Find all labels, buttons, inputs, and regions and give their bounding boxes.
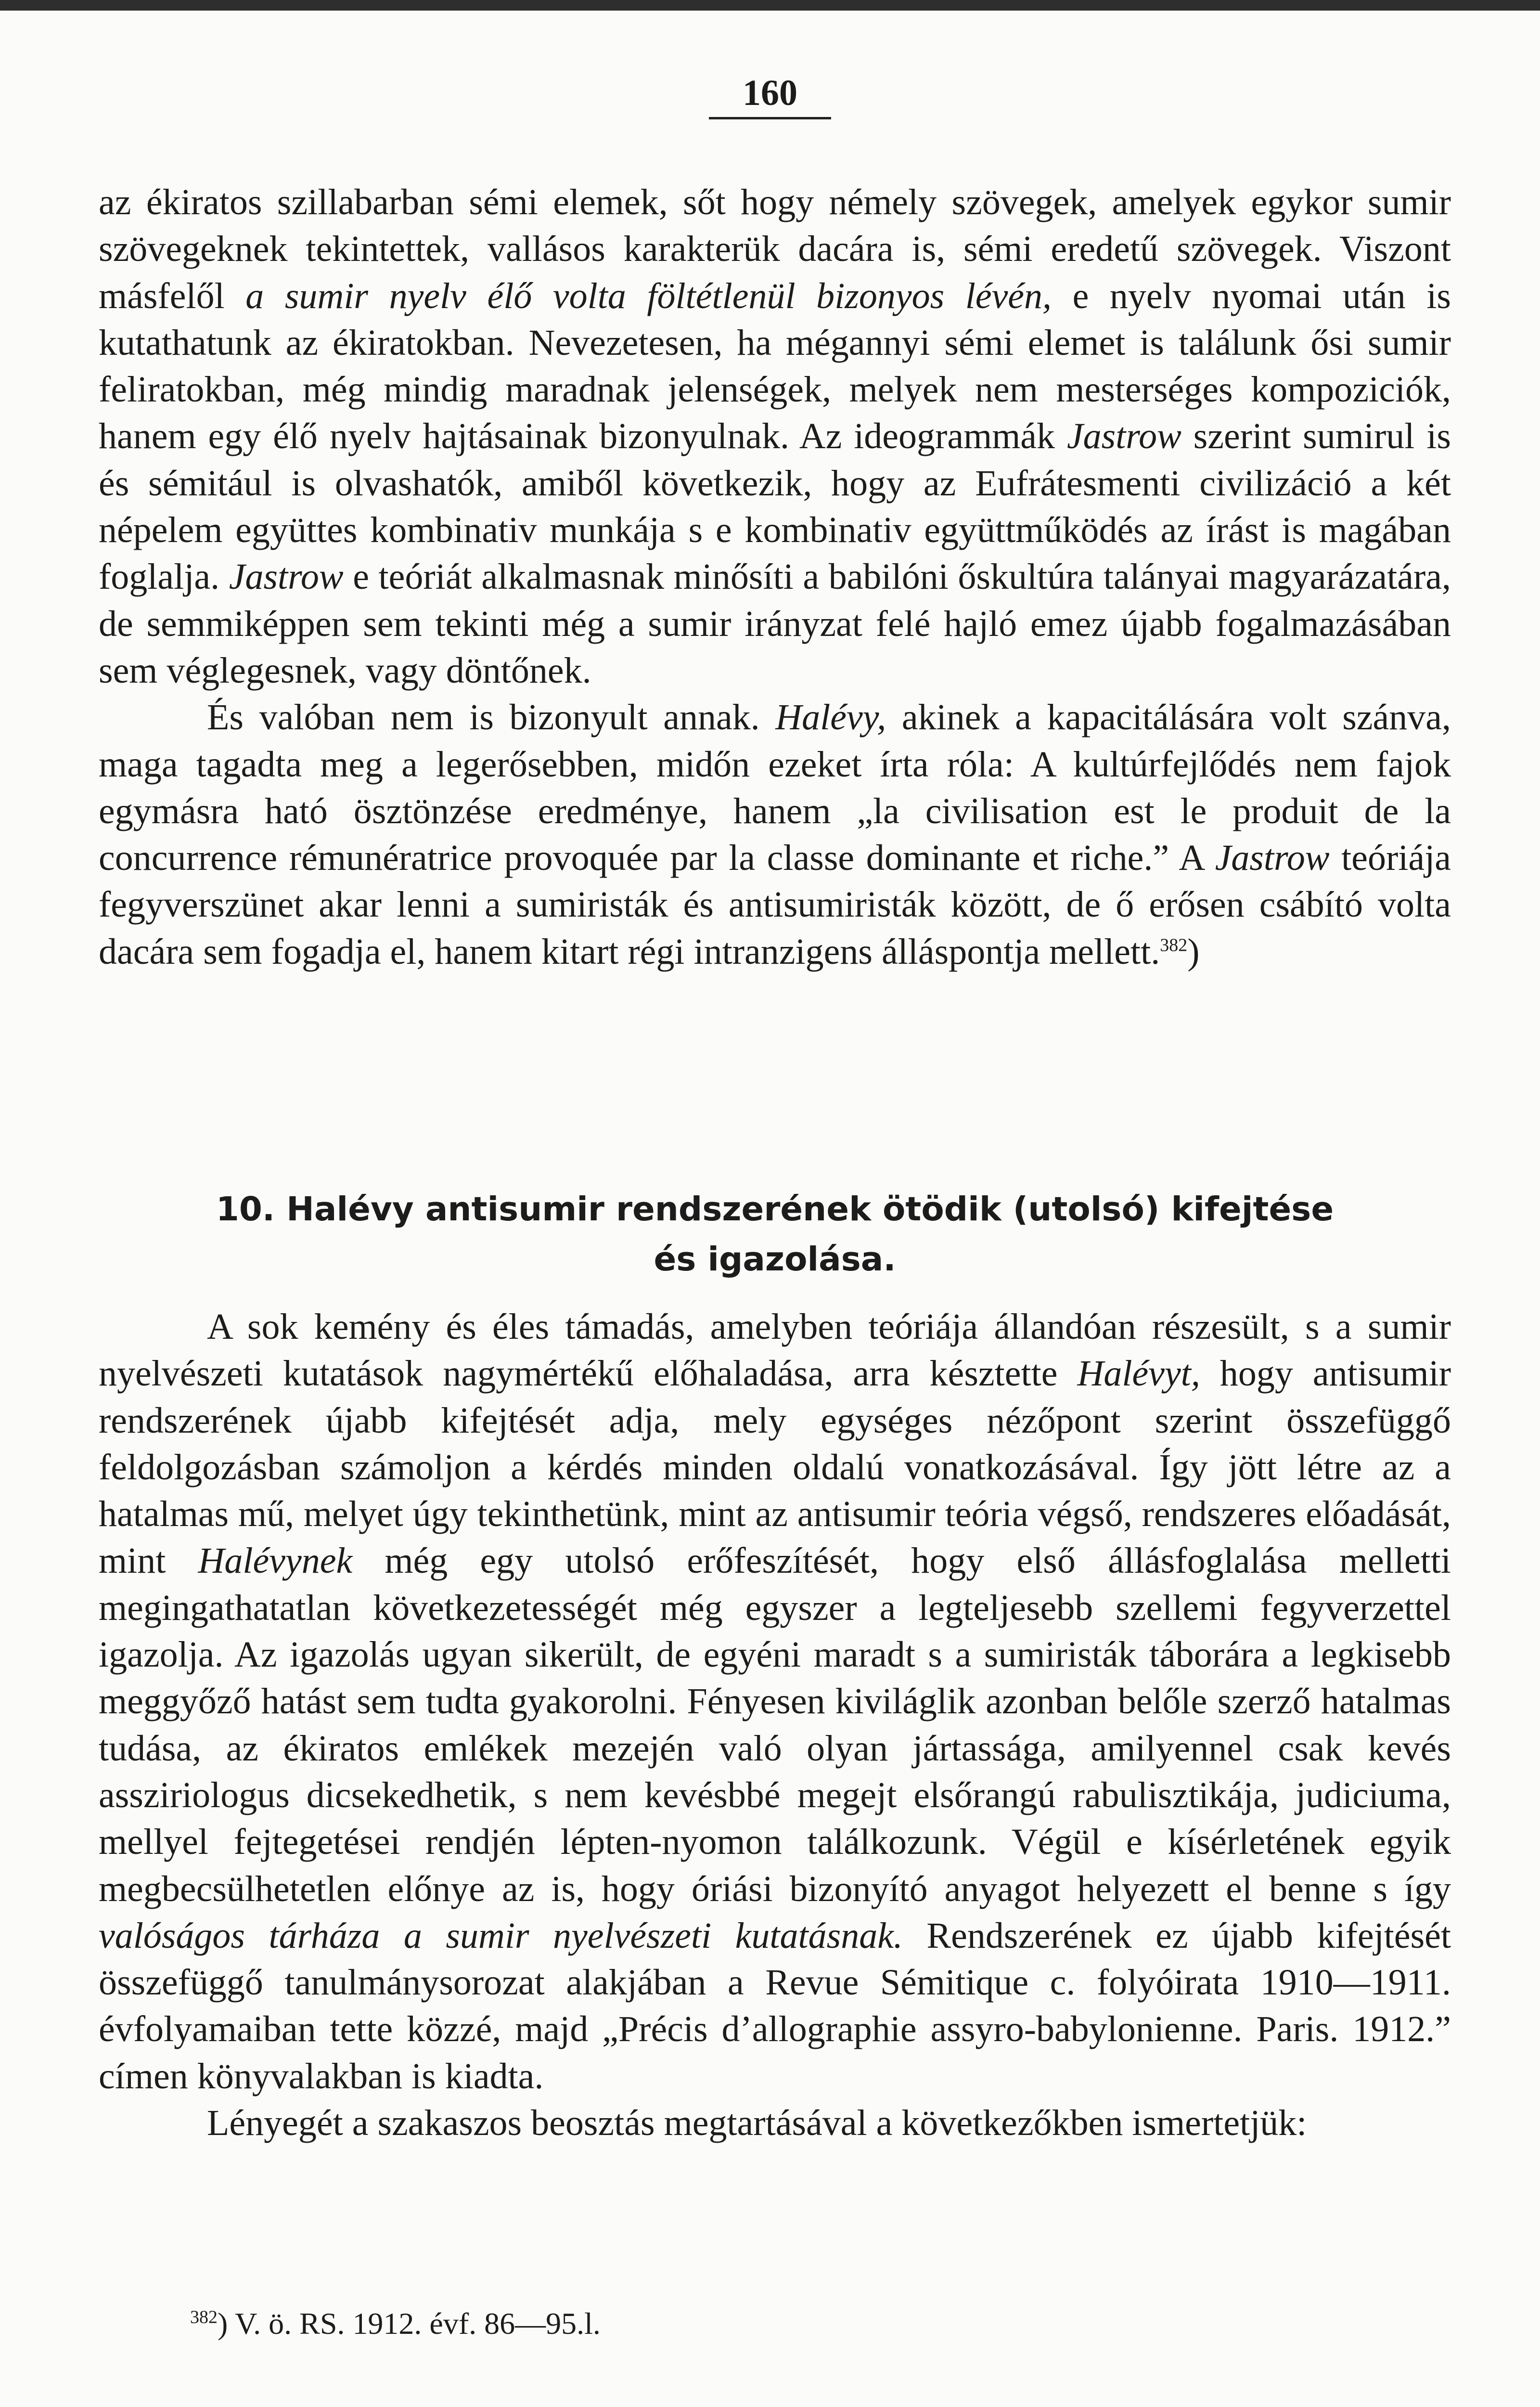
section-1-text bbox=[99, 179, 1451, 975]
page-number-text: 160 bbox=[709, 72, 831, 119]
section-heading bbox=[99, 1184, 1451, 1284]
paragraph-3: A sok kemény és éles támadás, amelyben teóriája állandóan részesült, s a sumir nyelvészeti kutatások nagymértékű előhaladása, arra késztette Halévyt, hogy antisumir rendszerének újabb kifejtését adja, mely egységes nézőpont szerint összefüggő feldolgozásban számoljon a kérdés minden oldalú vonatkozásával. Így jött létre az a hatalmas mű, melyet úgy tekinthetünk, mint az antisumir teória végső, rendszeres előadását, mint Halévynek még egy utolsó erőfeszítését, hogy első állásfoglalása melletti megingathatatlan következetességét még egyszer a legteljesebb szellemi fegyverzettel igazolja. Az igazolás ugyan sikerült, de egyéni maradt s a sumiristák táborára a legkisebb meggyőző hatást sem tudta gyakorolni. Fényesen kiviláglik azonban belőle szerző hatalmas tudása, az ékiratos emlékek mezején való olyan jártassága, amilyennel csak kevés assziriologus dicsekedhetik, s nem kevésbbé megejt elsőrangú rabulisztikája, judiciuma, mellyel fejtegetései rendjén lépten-nyomon találkozunk. Végül e kísérletének egyik megbecsülhetetlen előnye az is, hogy óriási bizonyító anyagot helyezett el benne s így valóságos tárháza a sumir nyelvészeti kutatásnak. Rendszerének ez újabb kifejtését összefüggő tanulmánysorozat alakjában a Revue Sémitique c. folyóirata 1910—1911. évfolyamaiban tette közzé, majd „Précis d’allographie assyro-babylonienne. Paris. 1912.” címen könyvalakban is kiadta. bbox=[99, 1307, 1451, 2096]
footnote-text: ) V. ö. RS. 1912. évf. 86—95.l. bbox=[218, 2306, 601, 2341]
paragraph-2: És valóban nem is bizonyult annak. Halévy, akinek a kapacitálására volt szánva, maga tagadta meg a legerősebben, midőn ezeket írta róla: A kultúrfejlődés nem fajok egymásra ható ösztönzése eredménye, hanem „la civilisation est le produit de la concurrence rémunératrice provoquée par la classe dominante et riche.” A Jastrow teóriája fegyverszünet akar lenni a sumiristák és antisumiristák között, de ő erősen csábító volta dacára sem fogadja el, hanem kitart régi intranzigens álláspontja mellett.$^{382}$) bbox=[99, 697, 1451, 972]
scan-edge bbox=[0, 0, 1540, 11]
section-heading-line-1: 10. Halévy antisumir rendszerének ötödik (utolsó) kifejtése bbox=[216, 1190, 1334, 1229]
footnote bbox=[190, 2306, 601, 2342]
footnote-ref: 382 bbox=[1160, 935, 1188, 956]
page-number bbox=[0, 72, 1540, 119]
footnote-mark: 382 bbox=[190, 2307, 218, 2328]
section-heading-line-2: és igazolása. bbox=[654, 1240, 896, 1279]
paragraph-1: az ékiratos szillabarban sémi elemek, sőt hogy némely szövegek, amelyek egykor sumir szövegeknek tekintettek, vallásos karakterük dacára is, sémi eredetű szövegek. Viszont másfelől a sumir nyelv élő volta föltétlenül bizonyos lévén, e nyelv nyomai után is kutathatunk az ékiratokban. Nevezetesen, ha mégannyi sémi elemet is találunk ősi sumir feliratokban, még mindig maradnak jelenségek, melyek nem mesterséges kompoziciók, hanem egy élő nyelv hajtásainak bizonyulnak. Az ideogrammák Jastrow szerint sumirul is és sémitául is olvashatók, amiből következik, hogy az Eufrátesmenti civilizáció a két népelem együttes kombinativ munkája s e kombinativ együttműködés az írást is magában foglalja. Jastrow e teóriát alkalmasnak minősíti a babilóni őskultúra talányai magyarázatára, de semmiképpen sem tekinti még a sumir irányzat felé hajló emez újabb fogalmazásában sem véglegesnek, vagy döntőnek. bbox=[99, 182, 1451, 691]
paragraph-4: Lényegét a szakaszos beosztás megtartásával a következőkben ismertetjük: bbox=[207, 2103, 1307, 2144]
section-2-text bbox=[99, 1304, 1451, 2147]
